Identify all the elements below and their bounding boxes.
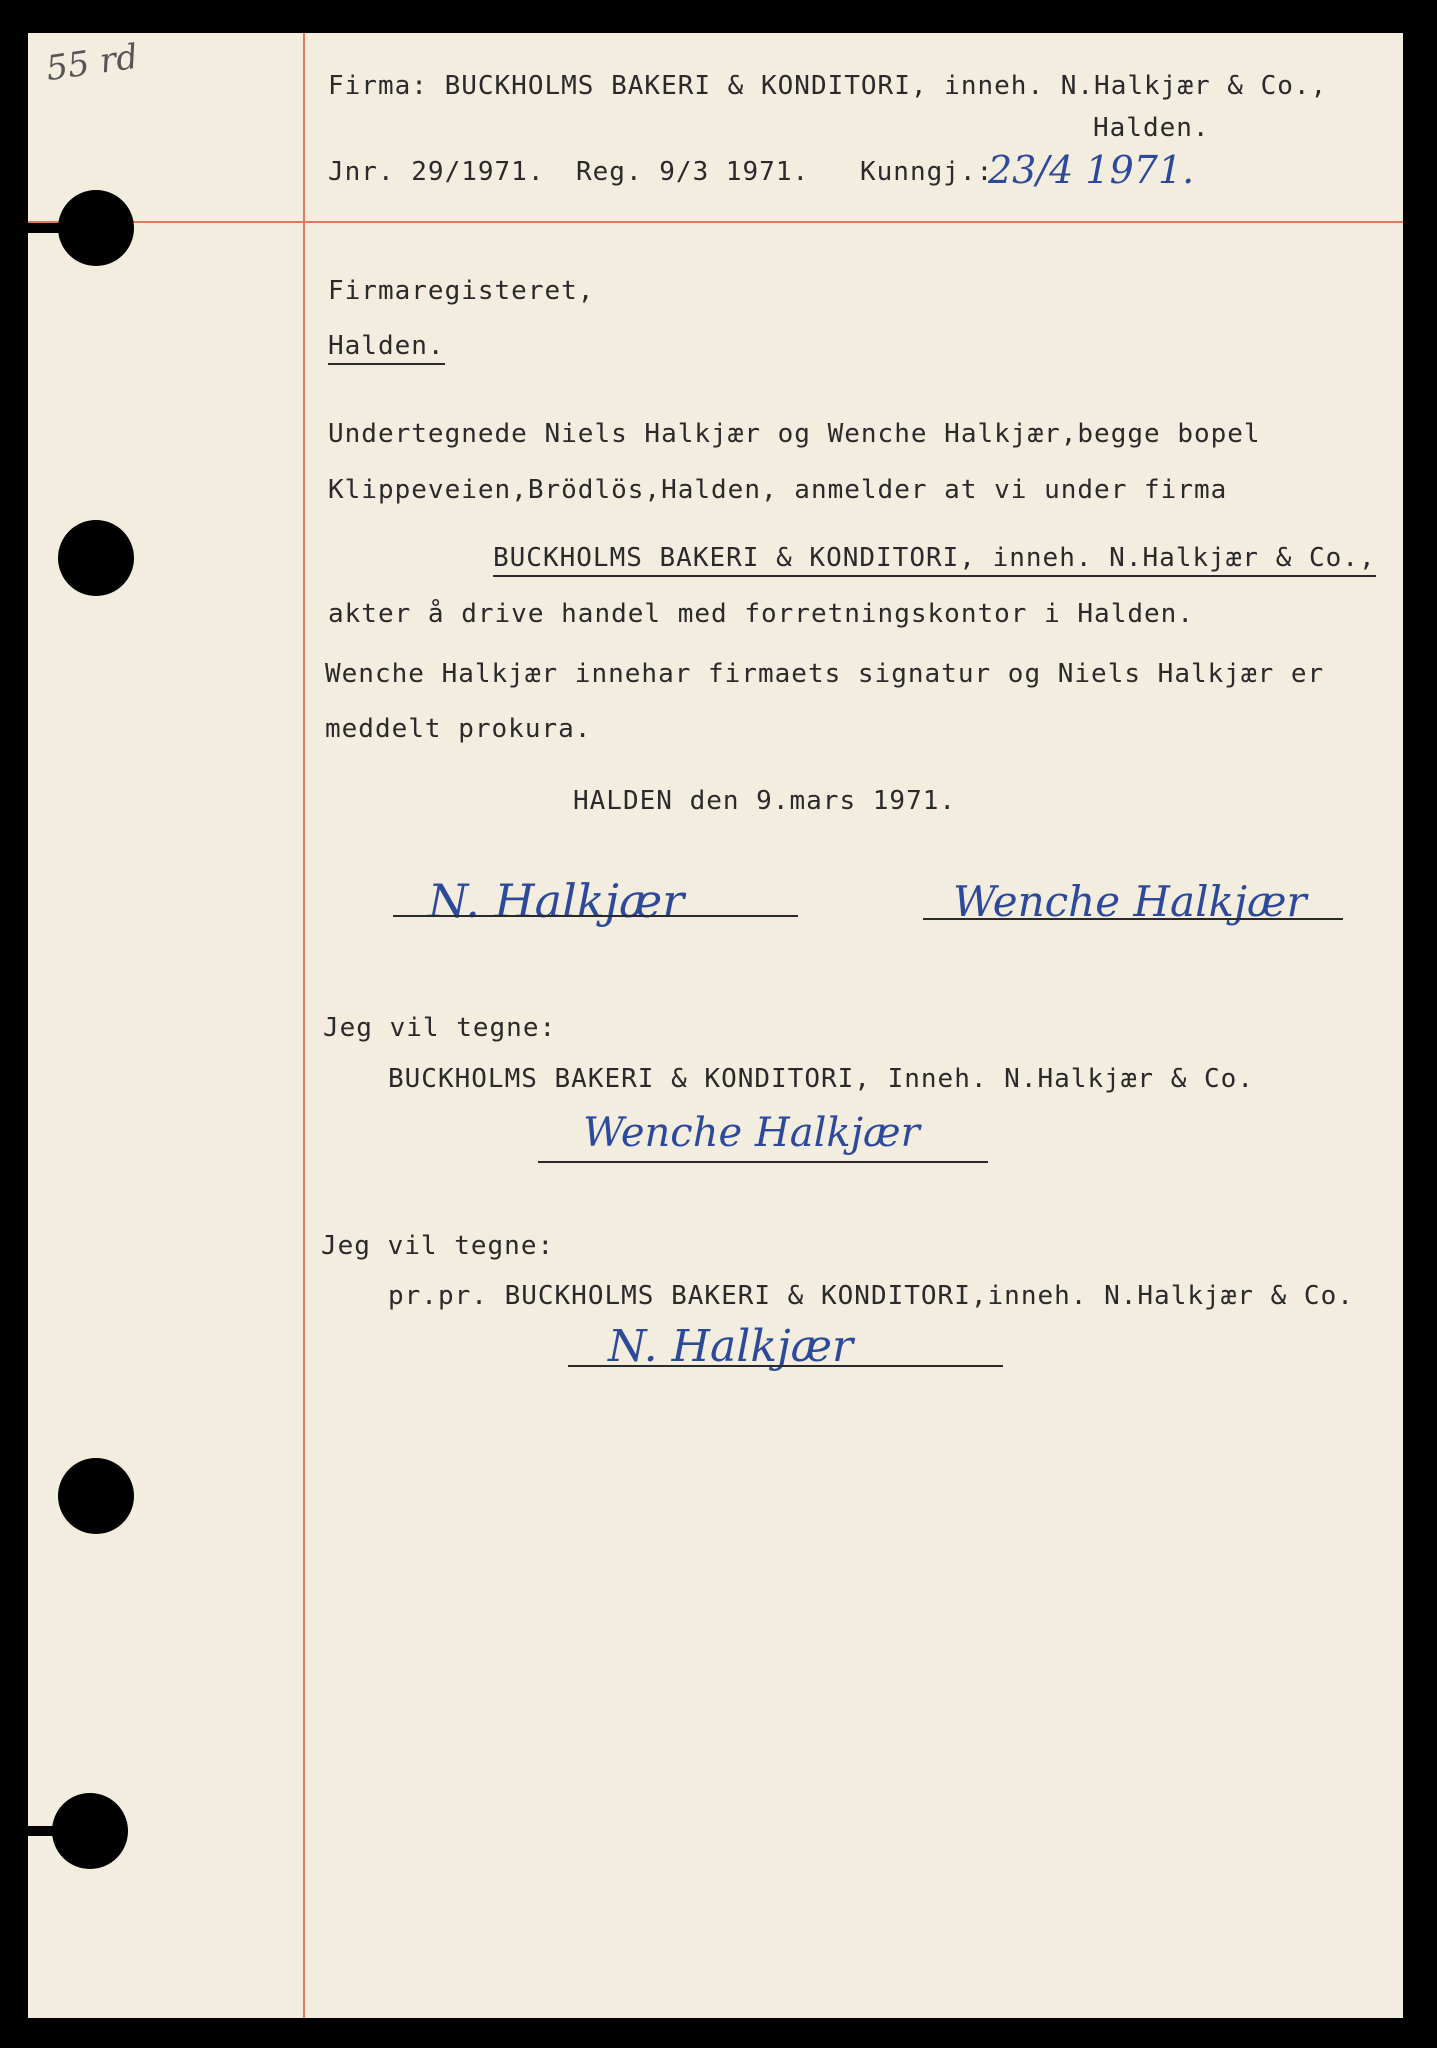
body-line-2: Klippeveien,Brödlös,Halden, anmelder at vi under firma <box>328 475 1228 505</box>
signature-n-halkjaer: N. Halkjær <box>428 874 685 928</box>
journal-number: Jnr. 29/1971. <box>328 157 545 187</box>
registration-date: Reg. 9/3 1971. <box>576 157 810 187</box>
recipient: Firmaregisteret, <box>328 276 595 306</box>
punch-hole-2 <box>58 520 134 596</box>
punch-hole-stub-4 <box>0 1826 70 1836</box>
signature-line-2 <box>923 918 1343 920</box>
body-line-4: Wenche Halkjær innehar firmaets signatur og Niels Halkjær er <box>325 659 1325 689</box>
body-line-3: akter å drive handel med forretningskontor i Halden. <box>328 599 1194 629</box>
firm-name: BUCKHOLMS BAKERI & KONDITORI, inneh. N.Halkjær & Co., <box>493 543 1376 577</box>
punch-hole-stub-1 <box>0 223 80 233</box>
tegne-signature-1: Wenche Halkjær <box>583 1110 920 1156</box>
recipient-city-wrap <box>328 333 478 359</box>
signature-wenche-halkjaer: Wenche Halkjær <box>953 877 1307 926</box>
tegne-signature-line-2 <box>568 1365 1003 1367</box>
document-page <box>28 33 1403 2018</box>
body-line-5: meddelt prokura. <box>325 714 592 744</box>
corner-note: 55 rd <box>43 36 141 90</box>
recipient-city: Halden. <box>328 331 445 365</box>
tegne-signature-2: N. Halkjær <box>608 1321 854 1372</box>
signature-line-1 <box>393 915 798 917</box>
margin-rule-horizontal <box>28 221 1403 223</box>
firm-name-wrap <box>493 545 1376 571</box>
tegne-firm-2: pr.pr. BUCKHOLMS BAKERI & KONDITORI,inneh. N.Halkjær & Co. <box>388 1281 1354 1311</box>
tegne-signature-line-1 <box>538 1161 988 1163</box>
firma-line: Firma: BUCKHOLMS BAKERI & KONDITORI, inneh. N.Halkjær & Co., <box>328 71 1328 101</box>
kunngj-label: Kunngj.: <box>860 157 994 187</box>
margin-rule-vertical <box>303 33 305 2018</box>
tegne-label-2: Jeg vil tegne: <box>321 1231 555 1261</box>
kunngj-date: 23/4 1971. <box>988 148 1195 192</box>
tegne-firm-1: BUCKHOLMS BAKERI & KONDITORI, Inneh. N.Halkjær & Co. <box>388 1064 1254 1094</box>
punch-hole-3 <box>58 1458 134 1534</box>
city-line: Halden. <box>1093 113 1210 143</box>
tegne-label-1: Jeg vil tegne: <box>323 1013 557 1043</box>
body-line-1: Undertegnede Niels Halkjær og Wenche Halkjær,begge bopel <box>328 419 1261 449</box>
place-date: HALDEN den 9.mars 1971. <box>573 786 957 816</box>
